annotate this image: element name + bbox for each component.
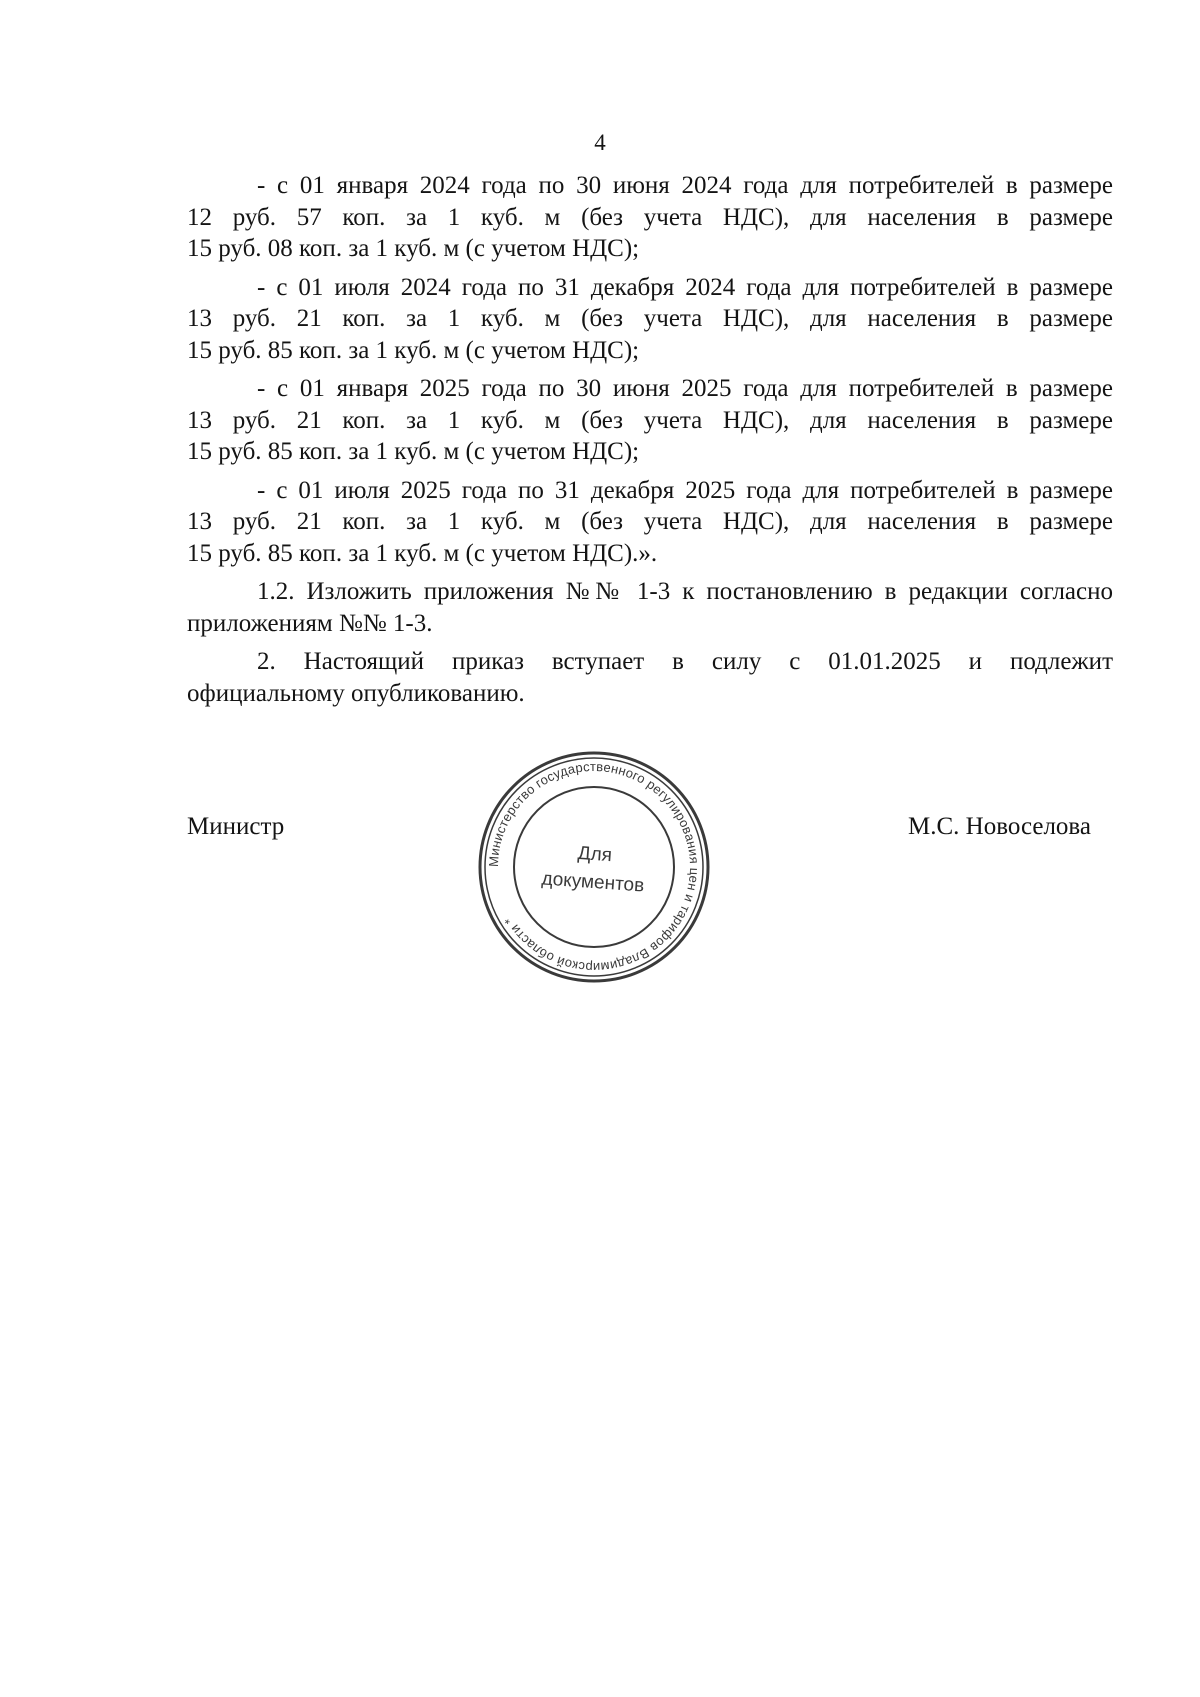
clause-1-2-paragraph [187, 576, 1113, 639]
official-stamp [475, 748, 713, 986]
text-line: 15 руб. 85 коп. за 1 куб. м (с учетом НДС).». [187, 539, 658, 567]
clause-2-paragraph [187, 646, 1113, 709]
page-number: 4 [594, 130, 606, 155]
stamp-center-line1: Для [577, 842, 613, 867]
text-line: - с 01 июля 2024 года по 31 декабря 2024 года для потребителей в размере [257, 273, 1113, 301]
tariff-period-paragraph [187, 272, 1113, 367]
text-line: 15 руб. 08 коп. за 1 куб. м (с учетом НДС); [187, 235, 640, 262]
text-line: - с 01 июля 2025 года по 31 декабря 2025 года для потребителей в размере [257, 476, 1113, 504]
text-line: - с 01 января 2025 года по 30 июня 2025 года для потребителей в размере [257, 375, 1113, 402]
signatory-position: Министр [187, 813, 285, 840]
text-line: - с 01 января 2024 года по 30 июня 2024 года для потребителей в размере [257, 172, 1113, 199]
text-line: 2. Настоящий приказ вступает в силу с 01.01.2025 и подлежит [257, 648, 1113, 675]
text-line: 13 руб. 21 коп. за 1 куб. м (без учета НДС), для населения в размере [187, 305, 1113, 332]
signatory-name: М.С. Новоселова [908, 813, 1092, 840]
text-line: приложениям №№ 1-3. [187, 609, 433, 637]
text-line: 13 руб. 21 коп. за 1 куб. м (без учета НДС), для населения в размере [187, 508, 1113, 535]
text-line: 15 руб. 85 коп. за 1 куб. м (с учетом НДС); [187, 438, 640, 465]
tariff-period-paragraph [187, 373, 1113, 468]
tariff-period-paragraph [187, 170, 1113, 265]
tariff-period-paragraph [187, 475, 1113, 570]
stamp-center-line2: документов [540, 868, 645, 897]
text-line: 1.2. Изложить приложения №№ 1-3 к постановлению в редакции согласно [257, 578, 1113, 605]
svg-text:Министерство государственного: Министерство государственного регулирования цен и тарифов Владимирской области * [485, 758, 703, 976]
text-line: 15 руб. 85 коп. за 1 куб. м (с учетом НДС); [187, 336, 640, 364]
text-line: 12 руб. 57 коп. за 1 куб. м (без учета НДС), для населения в размере [187, 203, 1113, 231]
document-body [187, 170, 1113, 716]
text-line: официальному опубликованию. [187, 679, 525, 707]
text-line: 13 руб. 21 коп. за 1 куб. м (без учета НДС), для населения в размере [187, 406, 1113, 434]
